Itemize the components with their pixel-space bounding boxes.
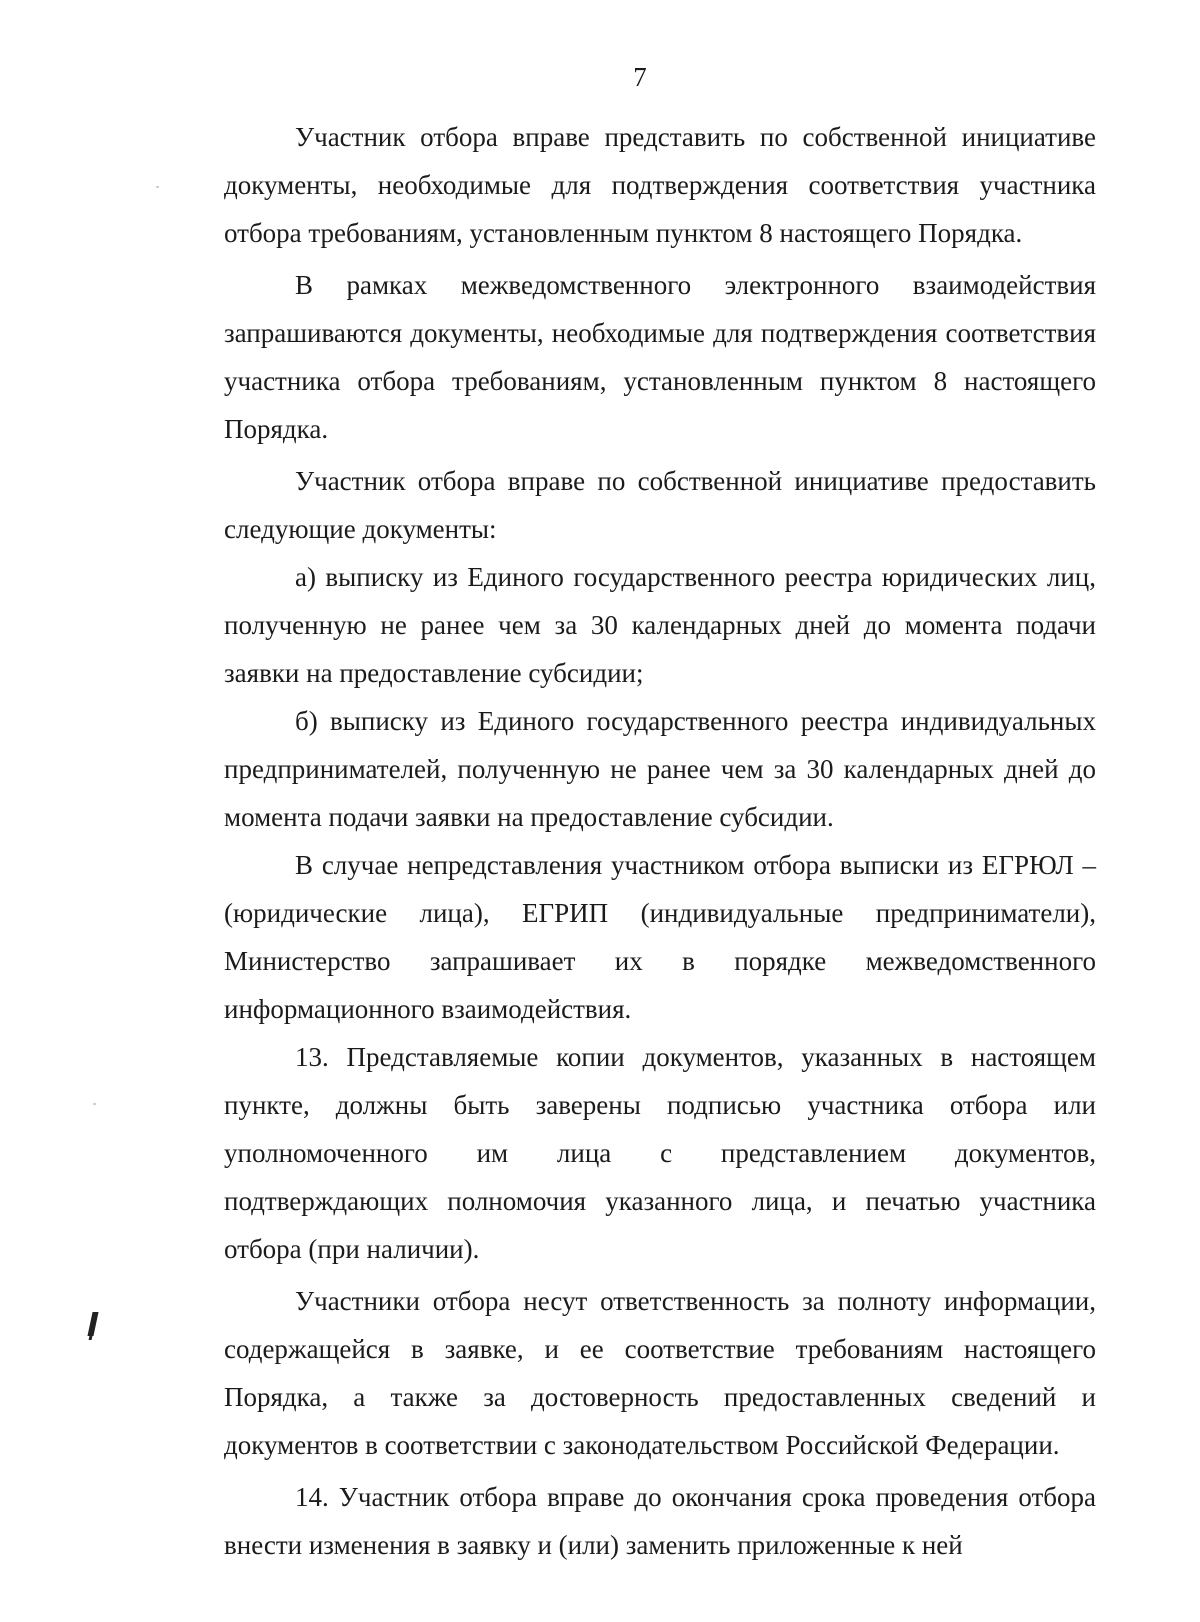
document-body: [224, 113, 1096, 1569]
paragraph-3: Участник отбора вправе по собственной инициативе предоставить следующие документы:: [224, 466, 1096, 544]
paragraph-9: 14. Участник отбора вправе до окончания срока проведения отбора внести изменения в заявку и (или) заменить приложенные к ней: [224, 1482, 1096, 1560]
scan-artifact-mark: [87, 1312, 98, 1336]
paragraph-6: В случае непредставления участником отбора выписки из ЕГРЮЛ – (юридические лица), ЕГРИП (индивидуальные предприниматели), Министерство запрашивает их в порядке межведомственного информационного взаимодействия.: [224, 850, 1096, 1024]
scan-speck: [156, 186, 159, 188]
paragraph-1: Участник отбора вправе представить по собственной инициативе документы, необходимые для подтверждения соответствия участника отбора требованиям, установленным пунктом 8 настоящего Порядка.: [224, 122, 1096, 248]
page-number: 7: [633, 62, 647, 92]
paragraph-4: а) выписку из Единого государственного реестра юридических лиц, полученную не ранее чем за 30 календарных дней до момента подачи заявки на предоставление субсидии;: [224, 562, 1096, 688]
paragraph-5: б) выписку из Единого государственного реестра индивидуальных предпринимателей, полученную не ранее чем за 30 календарных дней до момента подачи заявки на предоставление субсидии.: [224, 706, 1096, 832]
scan-speck: [93, 1103, 96, 1105]
paragraph-8: Участники отбора несут ответственность за полноту информации, содержащейся в заявке, и ее соответствие требованиям настоящего Порядка, а также за достоверность предоставленных сведений и документов в соответствии с законодательством Российской Федерации.: [224, 1286, 1096, 1460]
paragraph-7: 13. Представляемые копии документов, указанных в настоящем пункте, должны быть заверены подписью участника отбора или уполномоченного им лица с представлением документов, подтверждающих полномочия указанного лица, и печатью участника отбора (при наличии).: [224, 1042, 1096, 1264]
paragraph-2: В рамках межведомственного электронного взаимодействия запрашиваются документы, необходимые для подтверждения соответствия участника отбора требованиям, установленным пунктом 8 настоящего Порядка.: [224, 270, 1096, 444]
